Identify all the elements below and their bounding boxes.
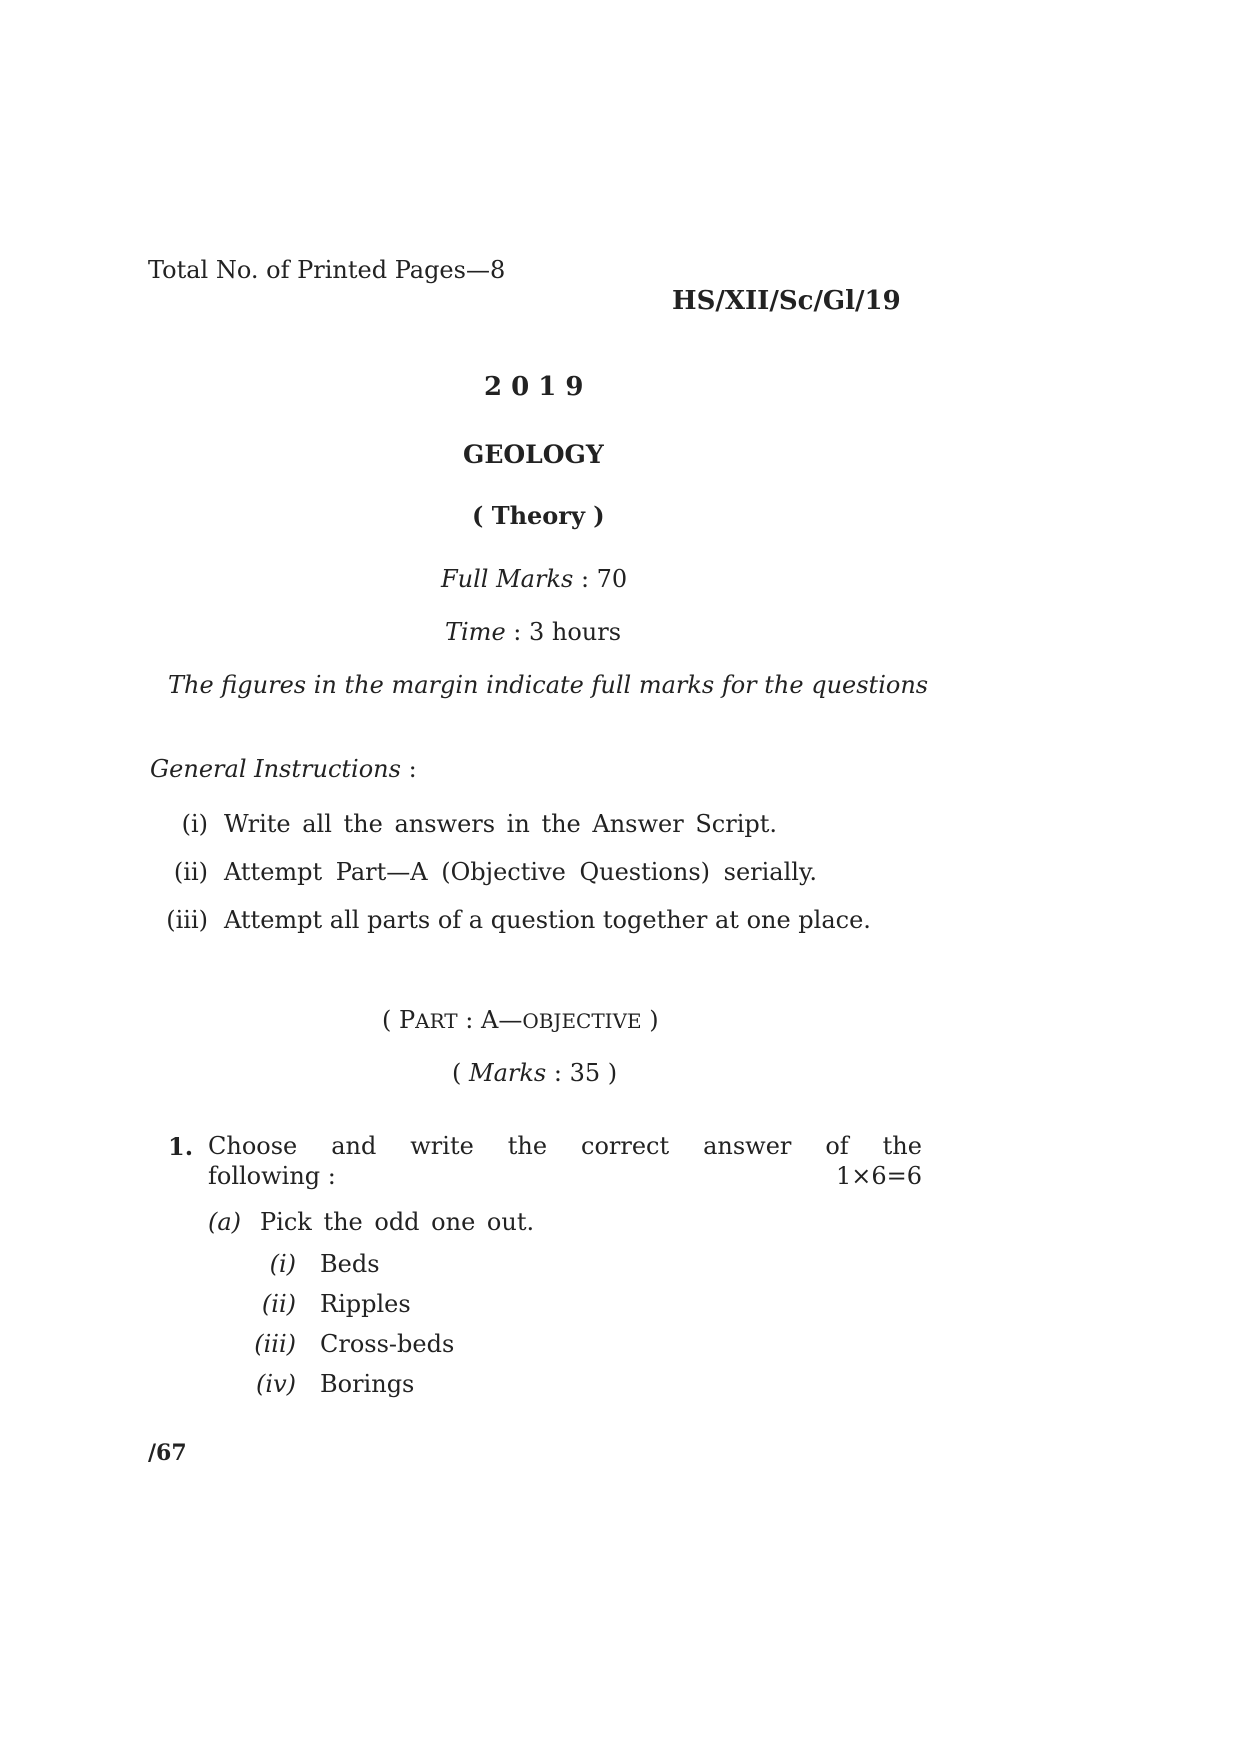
instructions-heading-label: General Instructions <box>150 755 401 783</box>
time-value: : 3 hours <box>505 618 622 646</box>
question-number: 1. <box>168 1132 194 1161</box>
instruction-text: Attempt all parts of a question together at one place. <box>224 906 871 934</box>
instruction-text: Write all the answers in the Answer Script. <box>224 810 777 838</box>
paper-type: ( Theory ) <box>472 501 605 530</box>
printed-pages-count: Total No. of Printed Pages—8 <box>148 256 506 284</box>
objective-word: OBJECTIVE <box>522 1009 642 1033</box>
part-a-marks <box>452 1059 617 1087</box>
question-marks: 1×6=6 <box>835 1162 922 1190</box>
question-line2-text: following : <box>208 1162 336 1190</box>
instruction-number: (iii) <box>166 906 208 934</box>
option-number: (ii) <box>261 1290 296 1318</box>
question-word: the <box>882 1132 922 1160</box>
marks-value: : 35 ) <box>546 1059 618 1087</box>
margin-marks-note: The figures in the margin indicate full marks for the questions <box>168 671 929 699</box>
option-item <box>252 1290 411 1318</box>
instruction-item <box>160 906 871 934</box>
subquestion-text: Pick the odd one out. <box>260 1208 535 1236</box>
option-item <box>252 1250 380 1278</box>
instructions-heading-colon: : <box>400 755 417 783</box>
question-text-line1 <box>208 1132 922 1160</box>
part-mid: : A— <box>457 1006 523 1034</box>
full-marks <box>441 565 627 593</box>
part-word: ART <box>415 1009 458 1033</box>
page-reference: /67 <box>148 1440 187 1466</box>
question-word: answer <box>703 1132 792 1160</box>
instruction-item <box>160 858 817 886</box>
marks-open: ( <box>452 1059 469 1087</box>
instructions-heading <box>150 755 417 783</box>
instruction-number: (i) <box>181 810 208 838</box>
marks-label: Marks <box>469 1059 547 1087</box>
question-word: correct <box>581 1132 670 1160</box>
part-open: ( P <box>382 1006 416 1034</box>
question-word: Choose <box>208 1132 298 1160</box>
paper-code: HS/XII/Sc/Gl/19 <box>672 286 901 316</box>
instruction-text: Attempt Part—A (Objective Questions) serially. <box>224 858 817 886</box>
option-number: (iii) <box>254 1330 296 1358</box>
question-word: of <box>825 1132 849 1160</box>
subject-title: GEOLOGY <box>463 440 604 469</box>
option-number: (iv) <box>256 1370 296 1398</box>
time-label: Time <box>445 618 506 646</box>
question-word: the <box>507 1132 548 1160</box>
question-word: write <box>410 1132 474 1160</box>
part-a-heading <box>382 1006 659 1034</box>
option-text: Beds <box>320 1250 380 1278</box>
option-item <box>252 1330 454 1358</box>
exam-time <box>445 618 621 646</box>
option-item <box>252 1370 414 1398</box>
question-word: and <box>331 1132 377 1160</box>
option-text: Borings <box>320 1370 415 1398</box>
option-text: Ripples <box>320 1290 411 1318</box>
instruction-item <box>160 810 777 838</box>
option-number: (i) <box>269 1250 296 1278</box>
option-text: Cross-beds <box>320 1330 455 1358</box>
exam-year: 2 0 1 9 <box>484 372 584 402</box>
full-marks-label: Full Marks <box>441 565 574 593</box>
subquestion-label: (a) <box>208 1208 242 1236</box>
question-text-line2 <box>208 1162 922 1190</box>
part-close: ) <box>641 1006 659 1034</box>
full-marks-value: : 70 <box>573 565 628 593</box>
subquestion-a <box>208 1208 534 1236</box>
instruction-number: (ii) <box>173 858 208 886</box>
